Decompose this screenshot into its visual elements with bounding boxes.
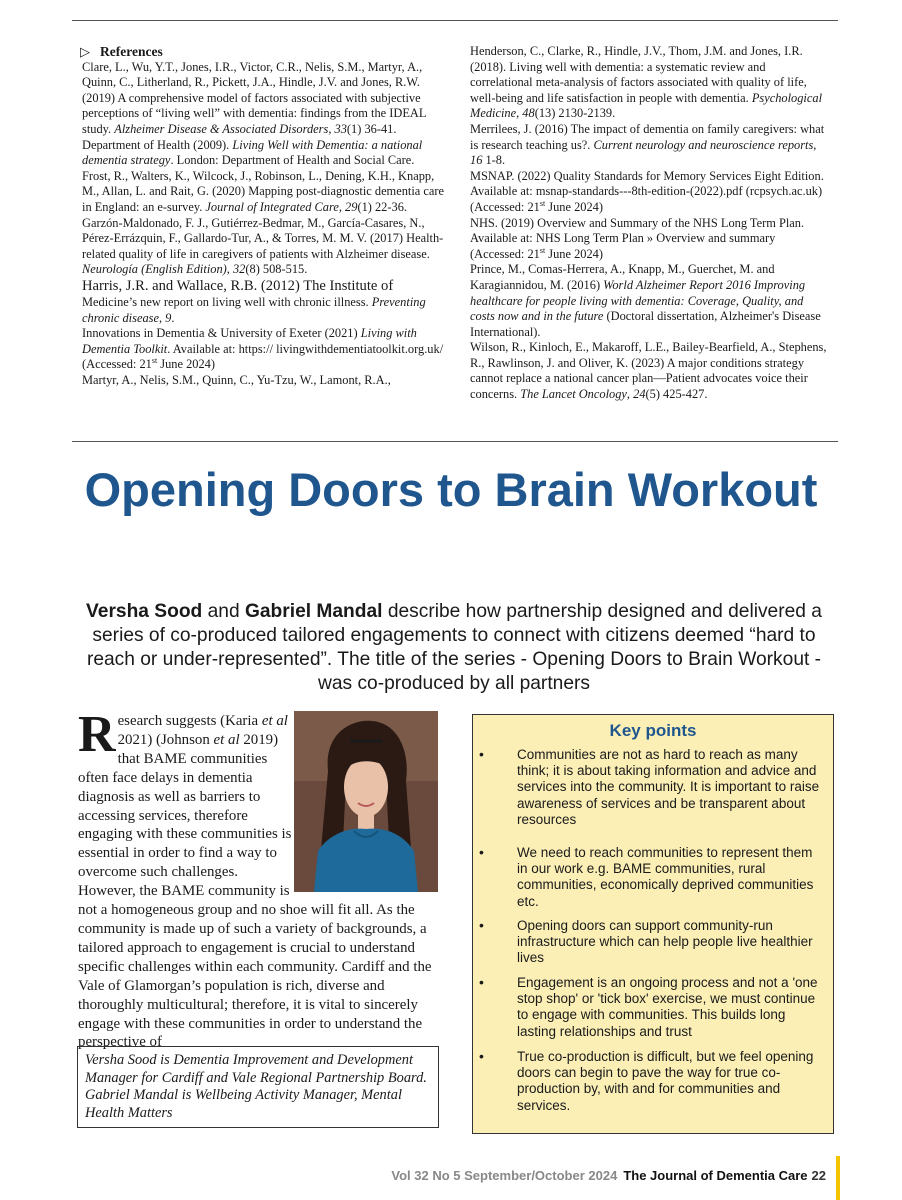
italic-text: Journal of Integrated Care bbox=[205, 199, 339, 214]
text-run: 2021) (Johnson bbox=[117, 731, 214, 748]
references-right-column bbox=[470, 44, 830, 403]
text-run: Henderson, C., Clarke, R., Hindle, J.V., Thom, J.M. and Jones, I.R. (2018). Living well with dementia: a systematic review and correlational meta-analysis of factors associated with quality of life, well-being and life satisfaction in people with dementia. bbox=[470, 44, 807, 105]
italic-text: 24 bbox=[633, 387, 646, 402]
key-points-heading: Key points bbox=[609, 721, 697, 740]
text-run: . bbox=[171, 310, 175, 325]
text-run: (13) 2130-2139. bbox=[534, 106, 616, 121]
author-2: Gabriel Mandal bbox=[244, 601, 383, 622]
text-run: , bbox=[338, 199, 346, 214]
text-run: . London: Department of Health and Social Care. bbox=[170, 153, 415, 168]
italic-text: 16 bbox=[470, 153, 483, 168]
italic-text: 32 bbox=[232, 262, 246, 277]
author-photo bbox=[294, 711, 438, 892]
text-run: Clare, L., Wu, Y.T., Jones, I.R., Victor, C.R., Nelis, S.M., Martyr, A., Quinn, C., Litherland, R., Pickett, J.A., Hindle, J.V. and Jones, R.W. (2019) A comprehensive model of factors associated with subjective perceptions of “living well” with dementia: findings from the IDEAL study. bbox=[82, 59, 426, 136]
text-run: (5) 425-427. bbox=[645, 387, 708, 402]
italic-text: et al bbox=[261, 713, 288, 729]
reference-entry bbox=[82, 60, 454, 138]
references-list-right bbox=[470, 44, 830, 403]
italic-text: Current neurology and neuroscience reports bbox=[593, 137, 814, 152]
text-run: , bbox=[226, 262, 233, 277]
superscript-text: st bbox=[539, 198, 546, 208]
italic-text: Alzheimer Disease & Associated Disorders bbox=[114, 121, 329, 136]
page-footer bbox=[391, 1168, 826, 1183]
text-run: (Doctoral dissertation, Alzheimer's Disease International). bbox=[470, 309, 821, 339]
standfirst: Versha Sood and Gabriel Mandal describe how partnership designed and delivered a series of co-produced tailored engagements to connect with citizens deemed “hard to reach or under-represented”. The title of the series - Opening Doors to Brain Workout - was co-produced by all partners bbox=[86, 601, 822, 694]
text-run: Department of Health (2009). bbox=[82, 137, 233, 152]
reference-entry bbox=[470, 216, 830, 263]
text-run: June 2024) bbox=[545, 199, 604, 214]
reference-entry bbox=[82, 138, 454, 169]
text-run: Frost, R., Walters, K., Wilcock, J., Robinson, L., Dening, K.H., Knapp, M., Allan, L. and Rait, G. (2020) Mapping post-diagnostic dementia care in England: an e-survey. bbox=[82, 168, 445, 214]
reference-entry bbox=[470, 169, 830, 216]
italic-text: Living Well with Dementia: a national dementia strategy bbox=[82, 137, 423, 168]
author-1: Versha Sood bbox=[86, 601, 203, 622]
issue-info: Vol 32 No 5 September/October 2024 bbox=[391, 1168, 618, 1183]
reference-entry bbox=[82, 216, 454, 278]
text-run: , bbox=[158, 310, 166, 325]
italic-text: 9 bbox=[165, 310, 172, 325]
text-run: (1) 36-41. bbox=[346, 121, 397, 136]
text-run: Prince, M., Comas-Herrera, A., Knapp, M., Guerchet, M. and Karagiannidou, M. (2016) bbox=[470, 262, 775, 292]
text-run: Innovations in Dementia & University of Exeter (2021) bbox=[82, 326, 361, 341]
text-run: , bbox=[328, 121, 335, 136]
key-points-box bbox=[472, 714, 834, 1134]
text-run: June 2024) bbox=[157, 357, 216, 372]
italic-text: Psychological Medicine, 48 bbox=[470, 90, 823, 121]
italic-text: Neurología (English Edition) bbox=[82, 262, 227, 277]
italic-text: Living with Dementia Toolkit bbox=[82, 326, 417, 356]
top-rule bbox=[72, 20, 838, 21]
text-run: Medicine’s new report on living well with chronic illness. bbox=[82, 294, 372, 309]
key-point: • True co-production is difficult, but we feel opening doors can begin to pave the way for true co-production by, with and for communities and services. bbox=[479, 1048, 814, 1113]
italic-text: 33 bbox=[334, 121, 347, 136]
text-run: Harris, J.R. and Wallace, R.B. (2012) The Institute of bbox=[82, 277, 394, 294]
text-run: 2019) that BAME communities often face delays in dementia diagnosis as well as barriers to accessing services, therefore engaging with these communities is essential in order to find a way to overcome such challenges. However, the BAME community is not a homogeneous group and no shoe will fit all. As the community is made up of such a variety of backgrounds, a tailored approach to engagement is crucial to understand specific challenges within each community. Cardiff and the Vale of Glamorgan’s population is rich, diverse and thoroughly multicultural; therefore, it is vital to sincerely engage with these communities in order to understand the perspective of bbox=[78, 731, 432, 1051]
text-run: , bbox=[626, 387, 634, 402]
superscript-text: st bbox=[151, 356, 158, 366]
text-run: esearch suggests (Karia bbox=[117, 713, 262, 729]
references-list-left bbox=[82, 60, 454, 389]
reference-entry bbox=[82, 295, 454, 326]
portrait-illustration bbox=[294, 711, 438, 892]
references-left-column bbox=[82, 44, 454, 388]
text-run: NHS. (2019) Overview and Summary of the NHS Long Term Plan. Available at: NHS Long Term Plan » Overview and summary (Accessed: 21 bbox=[470, 215, 805, 261]
text-run: MSNAP. (2022) Quality Standards for Memory Services Eight Edition. Available at: msnap-standards---8th-edition-(2022).pdf (rcpsych.ac.uk) (Accessed: 21 bbox=[470, 168, 824, 214]
footer-accent-bar bbox=[836, 1156, 840, 1200]
italic-text: et al bbox=[213, 731, 240, 748]
reference-entry bbox=[82, 326, 454, 373]
text-run: Martyr, A., Nelis, S.M., Quinn, C., Yu-Tzu, W., Lamont, R.A., bbox=[82, 372, 391, 387]
text-run: (1) 22-36. bbox=[357, 199, 407, 214]
italic-text: The Lancet Oncology bbox=[520, 387, 627, 402]
key-point: • Opening doors can support community-run infrastructure which can help people live healthier lives bbox=[479, 917, 813, 966]
article-title: Opening Doors to Brain Workout bbox=[84, 463, 818, 516]
middle-rule bbox=[72, 441, 838, 442]
key-point: • Engagement is an ongoing process and not a 'one stop shop' or 'tick box' exercise, we must continue to engage with communities. This builds long lasting relationships and trust bbox=[479, 974, 818, 1039]
references-heading: ▷ References bbox=[80, 44, 163, 59]
key-point: • We need to reach communities to represent them in our work e.g. BAME communities, rural communities, economically deprived communities etc. bbox=[479, 844, 814, 909]
key-point: • Communities are not as hard to reach as many think; it is about taking information and advice and services into the community. It is important to raise awareness of services and be transparent about resources bbox=[479, 746, 820, 827]
text-run: Merrilees, J. (2016) The impact of dementia on family caregivers: what is research teaching us?. bbox=[470, 121, 825, 152]
text-run: Wilson, R., Kinloch, E., Makaroff, L.E., Bailey-Bearfield, A., Stephens, R., Rawlinson, J. and Oliver, K. (2023) A major conditions strategy cannot replace a national cancer plan—Patient advocates voice their concerns. bbox=[470, 340, 827, 402]
text-run: . Available at: https:// livingwithdementiatoolkit.org.uk/ (Accessed: 21 bbox=[82, 341, 444, 372]
text-run: June 2024) bbox=[545, 246, 604, 261]
superscript-text: st bbox=[539, 245, 546, 255]
text-run: 1-8. bbox=[482, 153, 506, 168]
reference-entry bbox=[82, 373, 454, 389]
reference-entry bbox=[470, 340, 830, 402]
drop-cap: R bbox=[78, 706, 116, 763]
italic-text: 29 bbox=[345, 199, 358, 214]
play-triangle-icon: ▷ bbox=[80, 44, 90, 59]
reference-entry bbox=[470, 122, 830, 169]
italic-text: Preventing chronic disease bbox=[82, 294, 426, 325]
page-number: 22 bbox=[811, 1168, 826, 1183]
text-run: (8) 508-515. bbox=[245, 262, 308, 277]
text-run: Garzón-Maldonado, F. J., Gutiérrez-Bedmar, M., García-Casares, N., Pérez-Errázquin, F., Gallardo-Tur, A., & Torres, M. M. V. (2017) Health-related quality of life in caregivers of patients with Alzheimer disease. bbox=[82, 215, 444, 261]
journal-name: The Journal of Dementia Care bbox=[623, 1168, 808, 1183]
reference-entry bbox=[82, 169, 454, 216]
reference-entry bbox=[470, 44, 830, 122]
reference-entry bbox=[470, 262, 830, 340]
reference-entry bbox=[82, 278, 454, 295]
text-run: , bbox=[813, 137, 817, 152]
italic-text: World Alzheimer Report 2016 Improving healthcare for people living with dementia: Coverage, Quality, and costs now and in the future bbox=[470, 277, 806, 324]
author-bio: Versha Sood is Dementia Improvement and Development Manager for Cardiff and Vale Regional Partnership Board. Gabriel Mandal is Wellbeing Activity Manager, Mental Health Matters bbox=[77, 1046, 439, 1128]
